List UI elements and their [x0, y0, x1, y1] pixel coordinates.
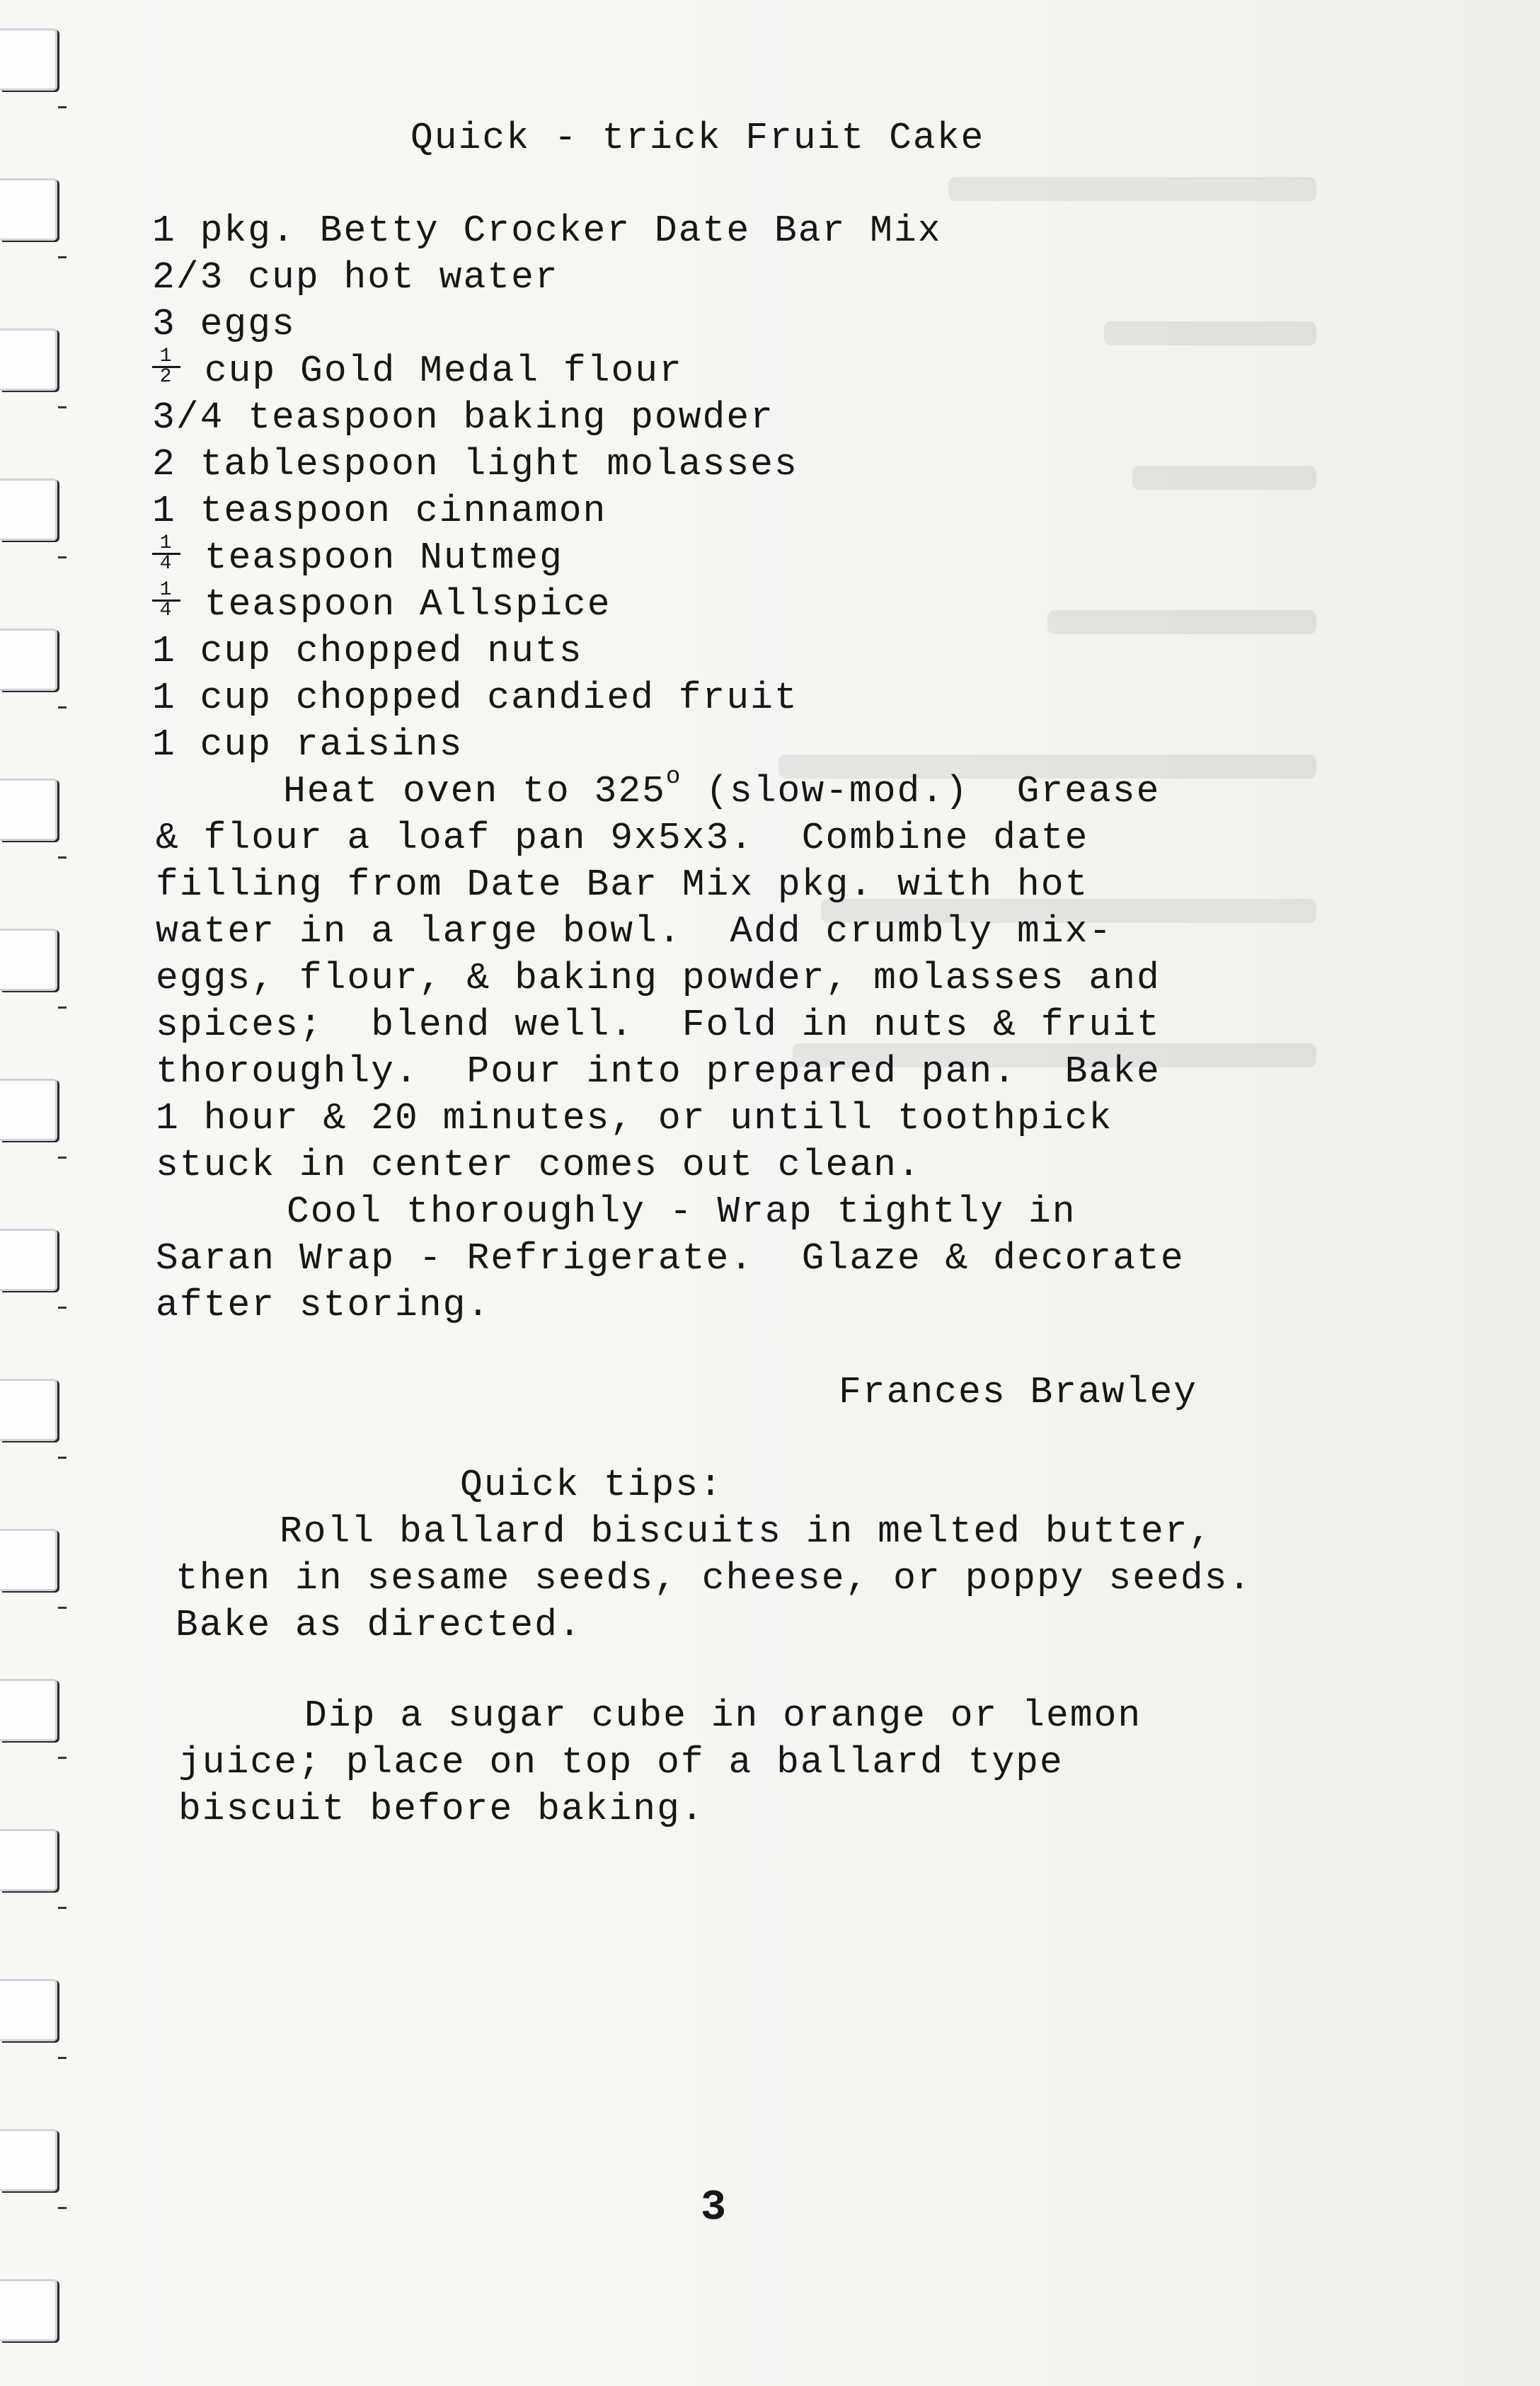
directions-line: after storing. [156, 1284, 491, 1326]
fraction: $\frac{1}{4}$ [152, 534, 180, 573]
ingredient-line: 3/4 teaspoon baking powder [152, 396, 774, 439]
directions-line: eggs, flour, & baking powder, molasses and [156, 957, 1161, 999]
tips-title: Quick tips: [460, 1464, 723, 1506]
ingredient-line: 2/3 cup hot water [152, 256, 559, 299]
fraction: $\frac{1}{4}$ [152, 581, 180, 620]
tip-line: Dip a sugar cube in orange or lemon [304, 1694, 1142, 1737]
fraction: $\frac{1}{2}$ [152, 348, 180, 386]
directions-line: Saran Wrap - Refrigerate. Glaze & decorate [156, 1237, 1185, 1280]
tip-line: Bake as directed. [176, 1604, 582, 1646]
directions-line: stuck in center comes out clean. [156, 1144, 921, 1186]
directions-line: thoroughly. Pour into prepared pan. Bake [156, 1050, 1161, 1093]
ingredient-line: 1 cup raisins [152, 723, 464, 766]
tip-line: then in sesame seeds, cheese, or poppy seeds. [176, 1557, 1253, 1600]
directions-line: spices; blend well. Fold in nuts & fruit [156, 1004, 1161, 1046]
ingredient-line: $\frac{1}{2}$ cup Gold Medal flour [152, 350, 683, 392]
tip-line: biscuit before baking. [178, 1788, 705, 1830]
ingredient-line: 2 tablespoon light molasses [152, 443, 798, 486]
directions-line: filling from Date Bar Mix pkg. with hot [156, 864, 1089, 906]
ingredient-line: 1 cup chopped nuts [152, 630, 583, 672]
directions-line: Cool thoroughly - Wrap tightly in [287, 1191, 1076, 1233]
recipe-author: Frances Brawley [839, 1371, 1198, 1413]
tip-line: juice; place on top of a ballard type [178, 1741, 1064, 1784]
directions-line: 1 hour & 20 minutes, or untill toothpick [156, 1097, 1113, 1140]
ingredient-line: $\frac{1}{4}$ teaspoon Allspice [152, 583, 611, 626]
ingredient-line: 1 pkg. Betty Crocker Date Bar Mix [152, 210, 942, 252]
page-number: 3 [701, 2184, 727, 2232]
ingredient-line: 1 teaspoon cinnamon [152, 490, 607, 532]
directions-line: water in a large bowl. Add crumbly mix- [156, 910, 1113, 953]
ingredient-line: $\frac{1}{4}$ teaspoon Nutmeg [152, 537, 563, 579]
directions-line: & flour a loaf pan 9x5x3. Combine date [156, 817, 1089, 859]
recipe-title: Quick - trick Fruit Cake [410, 117, 985, 159]
ingredient-line: 3 eggs [152, 303, 296, 345]
ingredient-line: 1 cup chopped candied fruit [152, 677, 798, 719]
tip-line: Roll ballard biscuits in melted butter, [280, 1510, 1213, 1553]
directions-line: Heat oven to 325$^o$ (slow-mod.) Grease [283, 764, 1161, 813]
